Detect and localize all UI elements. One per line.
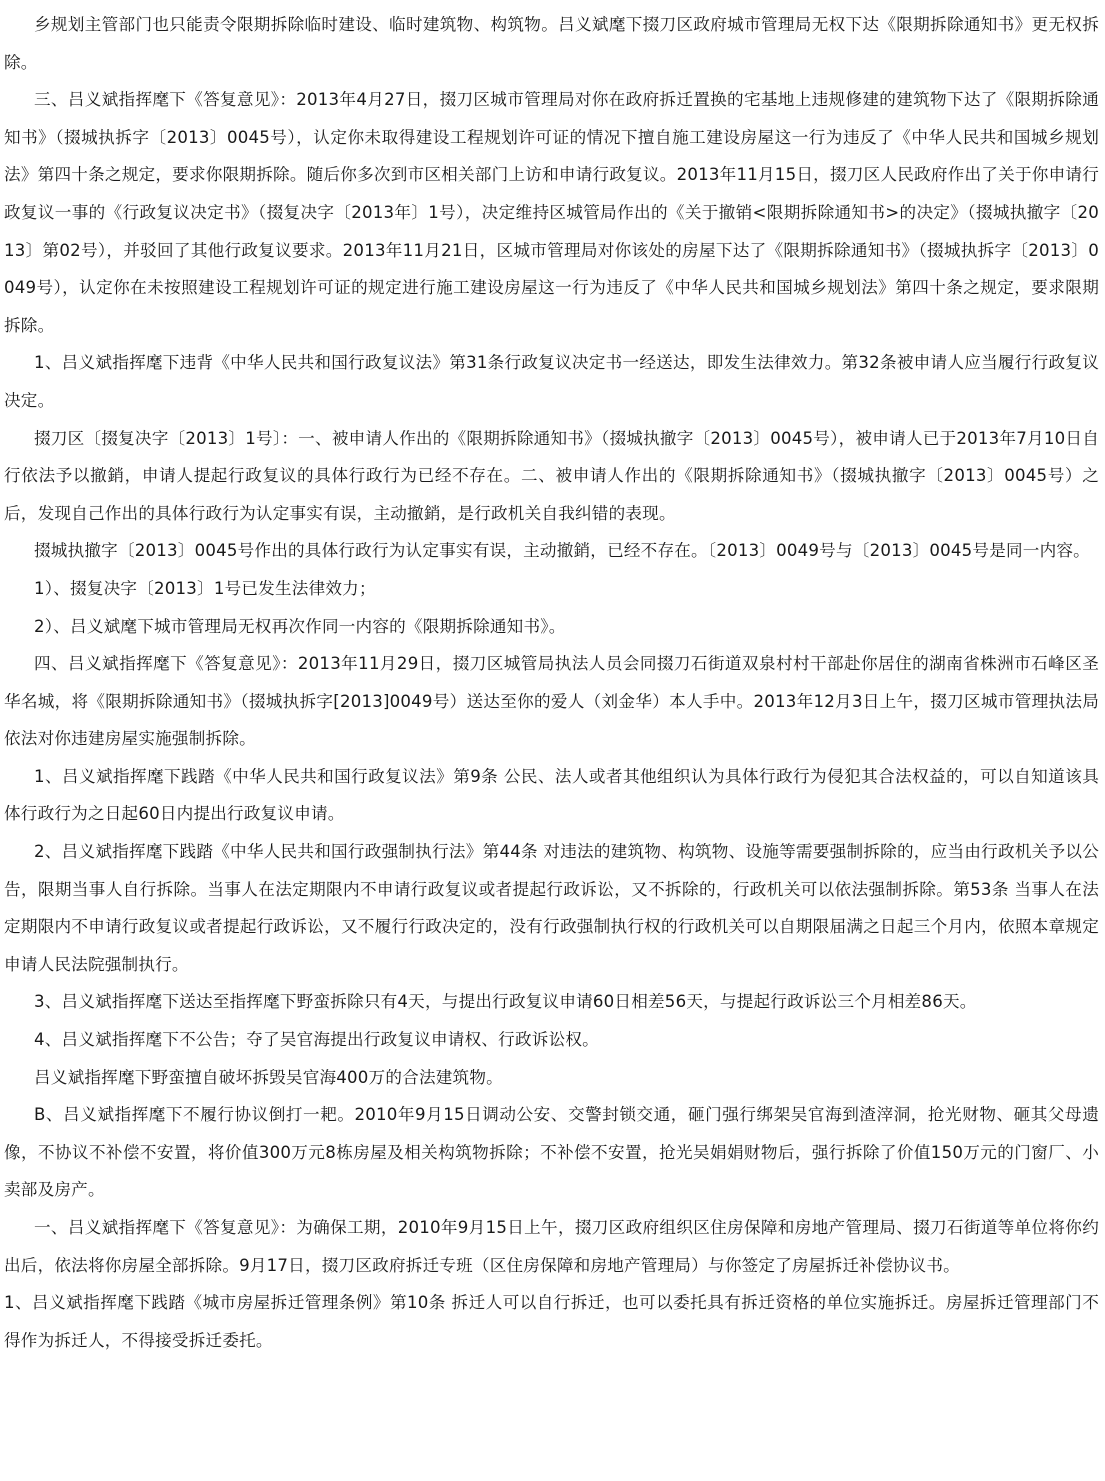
paragraph-3: 1、吕义斌指挥麾下违背《中华人民共和国行政复议法》第31条行政复议决定书一经送达，即发生法律效力。第32条被申请人应当履行行政复议决定。 [4,353,1099,410]
paragraph-16: 1、吕义斌指挥麾下践踏《城市房屋拆迁管理条例》第10条 拆迁人可以自行拆迁，也可以委托具有拆迁资格的单位实施拆迁。房屋拆迁管理部门不得作为拆迁人，不得接受拆迁委托。 [4,1293,1099,1350]
paragraph-1: 乡规划主管部门也只能责令限期拆除临时建设、临时建筑物、构筑物。吕义斌麾下掇刀区政府城市管理局无权下达《限期拆除通知书》更无权拆除。 [4,15,1099,72]
paragraph-12: 4、吕义斌指挥麾下不公告；夺了吴官海提出行政复议申请权、行政诉讼权。 [34,1030,599,1050]
paragraph-13: 吕义斌指挥麾下野蛮擅自破坏拆毁吴官海400万的合法建筑物。 [34,1067,503,1087]
paragraph-15: 一、吕义斌指挥麾下《答复意见》：为确保工期，2010年9月15日上午，掇刀区政府组织区住房保障和房地产管理局、掇刀石街道等单位将你约出后，依法将你房屋全部拆除。9月17日，掇刀区政府拆迁专班（区住房保障和房地产管理局）与你签定了房屋拆迁补偿协议书。 [4,1218,1099,1275]
paragraph-4: 掇刀区〔掇复决字〔2013〕1号〕：一、被申请人作出的《限期拆除通知书》（掇城执撤字〔2013〕0045号），被申请人已于2013年7月10日自行依法予以撤銷，申请人提起行政复议的具体行政行为已经不存在。二、被申请人作出的《限期拆除通知书》（掇城执撤字〔2013〕0045号）之后，发现自己作出的具体行政行为认定事实有误，主动撤銷，是行政机关自我纠错的表现。 [4,428,1099,523]
paragraph-14: B、吕义斌指挥麾下不履行协议倒打一耙。2010年9月15日调动公安、交警封锁交通，砸门强行绑架吴官海到渣滓洞，抢光财物、砸其父母遗像，不协议不补偿不安置，将价值300万元8栋房屋及相关构筑物拆除；不补偿不安置，抢光吴娟娟财物后，强行拆除了价值150万元的门窗厂、小卖部及房产。 [4,1105,1099,1200]
paragraph-8: 四、吕义斌指挥麾下《答复意见》：2013年11月29日，掇刀区城管局执法人员会同掇刀石街道双泉村村干部赴你居住的湖南省株洲市石峰区圣华名城，将《限期拆除通知书》（掇城执拆字[2013]0049号）送达至你的爱人（刘金华）本人手中。2013年12月3日上午，掇刀区城市管理执法局依法对你违建房屋实施强制拆除。 [4,654,1099,749]
paragraph-5: 掇城执撤字〔2013〕0045号作出的具体行政行为认定事实有误，主动撤銷，已经不存在。〔2013〕0049号与〔2013〕0045号是同一内容。 [34,541,1090,561]
paragraph-7: 2）、吕义斌麾下城市管理局无权再次作同一内容的《限期拆除通知书》。 [34,616,566,636]
paragraph-9: 1、吕义斌指挥麾下践踏《中华人民共和国行政复议法》第9条 公民、法人或者其他组织认为具体行政行为侵犯其合法权益的，可以自知道该具体行政行为之日起60日内提出行政复议申请。 [4,766,1099,824]
paragraph-6: 1）、掇复决字〔2013〕1号已发生法律效力； [34,578,376,598]
paragraph-11: 3、吕义斌指挥麾下送达至指挥麾下野蛮拆除只有4天，与提出行政复议申请60日相差56天，与提起行政诉讼三个月相差86天。 [34,992,977,1012]
paragraph-2: 三、吕义斌指挥麾下《答复意见》：2013年4月27日，掇刀区城市管理局对你在政府拆迁置换的宅基地上违规修建的建筑物下达了《限期拆除通知书》（掇城执拆字〔2013〕0045号），认定你未取得建设工程规划许可证的情况下擅自施工建设房屋这一行为违反了《中华人民共和国城乡规划法》第四十条之规定，要求你限期拆除。随后你多次到市区相关部门上访和申请行政复议。2013年11月15日，掇刀区人民政府作出了关于你申请行政复议一事的《行政复议决定书》（掇复决字〔2013年〕1号），决定维持区城管局作出的《关于撤销<限期拆除通知书>的决定》（掇城执撤字〔2013〕第02号），并驳回了其他行政复议要求。2013年11月21日，区城市管理局对你该处的房屋下达了《限期拆除通知书》（掇城执拆字〔2013〕0049号），认定你在未按照建设工程规划许可证的规定进行施工建设房屋这一行为违反了《中华人民共和国城乡规划法》第四十条之规定，要求限期拆除。 [4,90,1099,335]
paragraph-10: 2、吕义斌指挥麾下践踏《中华人民共和国行政强制执行法》第44条 对违法的建筑物、构筑物、设施等需要强制拆除的，应当由行政机关予以公告，限期当事人自行拆除。当事人在法定期限内不申请行政复议或者提起行政诉讼，又不拆除的，行政机关可以依法强制拆除。第53条 当事人在法定期限内不申请行政复议或者提起行政诉讼，又不履行行政决定的，没有行政强制执行权的行政机关可以自期限届满之日起三个月内，依照本章规定申请人民法院强制执行。 [4,842,1099,974]
